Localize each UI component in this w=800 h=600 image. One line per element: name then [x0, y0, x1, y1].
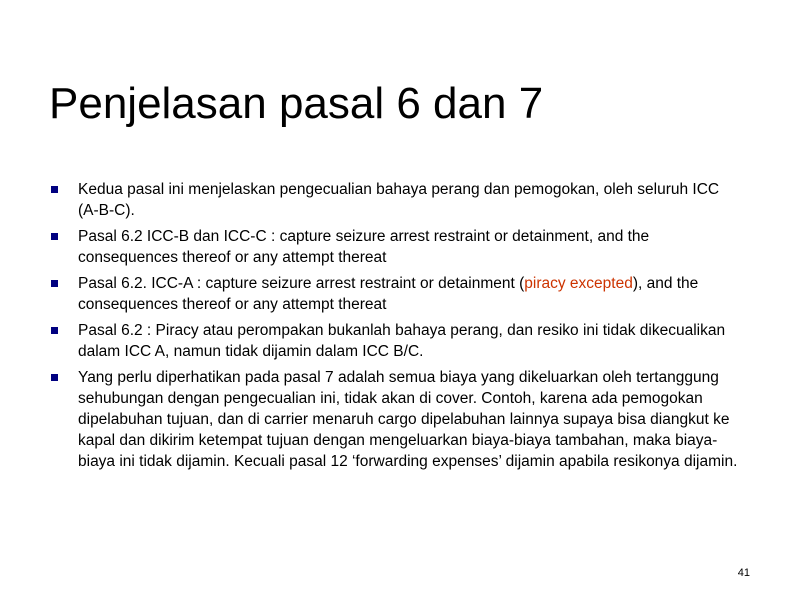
bullet-item	[0, 179, 738, 221]
square-bullet-icon	[51, 233, 58, 240]
square-bullet-icon	[51, 327, 58, 334]
bullet-text-after: ), and the consequences thereof or any attempt thereat	[78, 275, 699, 313]
bullet-text: Pasal 6.2 : Piracy atau perompakan bukanlah bahaya perang, dan resiko ini tidak dikecualikan dalam ICC A, namun tidak dijamin dalam ICC B/C.	[78, 322, 726, 360]
bullet-item	[0, 320, 738, 362]
square-bullet-icon	[51, 186, 58, 193]
bullet-item	[0, 273, 738, 315]
highlighted-text: piracy excepted	[524, 275, 633, 292]
bullet-item	[0, 226, 738, 268]
bullet-text: Yang perlu diperhatikan pada pasal 7 adalah semua biaya yang dikeluarkan oleh tertanggung sehubungan dengan pengecualian ini, tidak akan di cover. Contoh, karena ada pemogokan dipelabuhan tujuan, dan di carrier menaruh cargo dipelabuhan lainnya supaya bisa diangkut ke kapal dan dikirim ketempat tujuan dengan mengeluarkan biaya-biaya tambahan, maka biaya-biaya ini tidak dijamin. Kecuali pasal 12 ‘forwarding expenses’ dijamin apabila resikonya dijamin.	[78, 369, 738, 470]
bullet-item	[0, 367, 738, 472]
bullet-text-before: Pasal 6.2. ICC-A : capture seizure arrest restraint or detainment (	[78, 275, 525, 292]
square-bullet-icon	[51, 374, 58, 381]
page-number: 41	[737, 567, 750, 579]
bullet-list	[0, 179, 800, 477]
bullet-text: Pasal 6.2 ICC-B dan ICC-C : capture seizure arrest restraint or detainment, and the consequences thereof or any attempt thereat	[78, 228, 650, 266]
square-bullet-icon	[51, 280, 58, 287]
bullet-text: Kedua pasal ini menjelaskan pengecualian bahaya perang dan pemogokan, oleh seluruh ICC (A-B-C).	[78, 181, 720, 219]
slide-title: Penjelasan pasal 6 dan 7	[49, 79, 544, 128]
